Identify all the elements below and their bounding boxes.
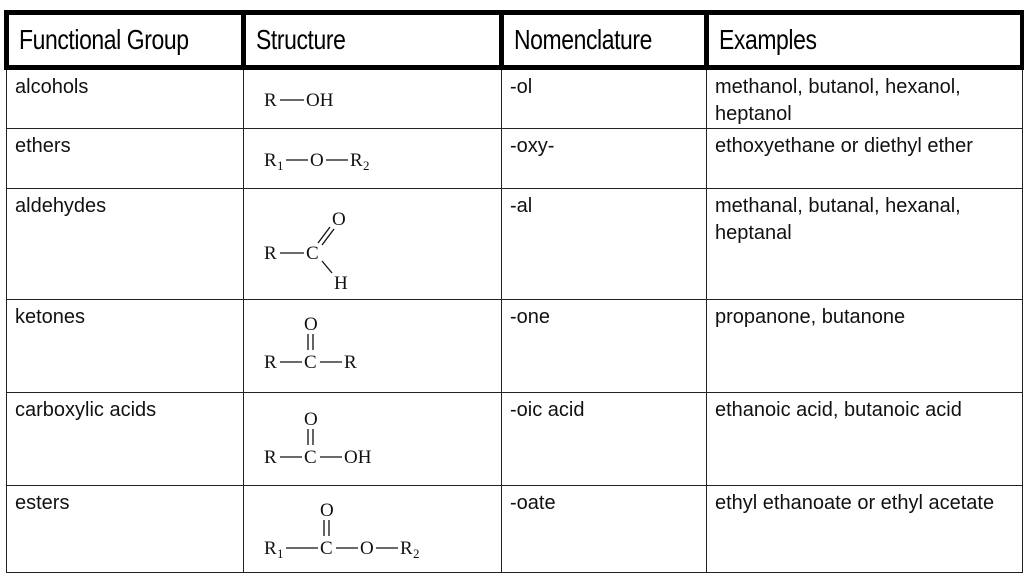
carboxylic-acid-structure <box>244 393 502 485</box>
table-row <box>7 129 1023 189</box>
subscript-2: 2 <box>363 158 370 173</box>
header-structure: Structure <box>244 13 502 68</box>
group-cell: ethers <box>7 129 244 189</box>
alcohol-structure <box>244 70 502 128</box>
ester-structure <box>244 486 502 572</box>
atom-o: O <box>304 409 318 430</box>
ether-structure <box>244 129 502 188</box>
atom-h: H <box>334 273 348 294</box>
atom-o: O <box>332 209 346 230</box>
nomenclature-cell: -oic acid <box>502 393 707 486</box>
table-row <box>7 68 1023 129</box>
atom-c: C <box>304 352 317 373</box>
atom-oh: OH <box>306 90 334 111</box>
atom-o: O <box>304 314 318 335</box>
atom-o: O <box>320 500 334 521</box>
subscript-1: 1 <box>277 158 284 173</box>
nomenclature-cell: -oxy- <box>502 129 707 189</box>
atom-o2: O <box>360 538 374 559</box>
examples-cell: ethanoic acid, butanoic acid <box>707 393 1023 486</box>
structure-cell <box>244 189 502 300</box>
header-nomenclature: Nomenclature <box>502 13 707 68</box>
group-cell: alcohols <box>7 68 244 129</box>
atom-o: O <box>310 150 324 171</box>
structure-cell <box>244 393 502 486</box>
atom-r2: R <box>400 538 413 559</box>
atom-c: C <box>304 447 317 468</box>
ketone-structure <box>244 300 502 392</box>
table-row <box>7 300 1023 393</box>
table-row <box>7 189 1023 300</box>
table-row <box>7 393 1023 486</box>
nomenclature-cell: -one <box>502 300 707 393</box>
nomenclature-cell: -ol <box>502 68 707 129</box>
atom-r2: R <box>350 150 363 171</box>
structure-cell <box>244 486 502 573</box>
atom-r: R <box>264 90 277 111</box>
atom-r: R <box>264 447 277 468</box>
header-examples: Examples <box>707 13 1023 68</box>
nomenclature-cell: -al <box>502 189 707 300</box>
atom-r: R <box>264 352 277 373</box>
atom-r2: R <box>344 352 357 373</box>
group-cell: ketones <box>7 300 244 393</box>
structure-cell <box>244 68 502 129</box>
subscript-1: 1 <box>277 546 284 561</box>
examples-cell: methanol, butanol, hexanol, heptanol <box>707 68 1023 129</box>
subscript-2: 2 <box>413 546 420 561</box>
group-cell: carboxylic acids <box>7 393 244 486</box>
header-functional-group: Functional Group <box>7 13 244 68</box>
double-bond-line <box>318 227 330 243</box>
group-cell: esters <box>7 486 244 573</box>
aldehyde-structure <box>244 189 502 299</box>
atom-r1: R <box>264 538 277 559</box>
structure-cell <box>244 300 502 393</box>
atom-r: R <box>264 243 277 264</box>
table-row <box>7 486 1023 573</box>
double-bond-line <box>322 229 334 245</box>
atom-c: C <box>306 243 319 264</box>
functional-groups-table <box>4 10 1024 573</box>
group-cell: aldehydes <box>7 189 244 300</box>
examples-cell: propanone, butanone <box>707 300 1023 393</box>
header-row <box>7 13 1023 68</box>
examples-cell: ethyl ethanoate or ethyl acetate <box>707 486 1023 573</box>
atom-oh: OH <box>344 447 372 468</box>
nomenclature-cell: -oate <box>502 486 707 573</box>
atom-c: C <box>320 538 333 559</box>
examples-cell: methanal, butanal, hexanal, heptanal <box>707 189 1023 300</box>
structure-cell <box>244 129 502 189</box>
bond-line <box>322 261 332 273</box>
examples-cell: ethoxyethane or diethyl ether <box>707 129 1023 189</box>
atom-r1: R <box>264 150 277 171</box>
